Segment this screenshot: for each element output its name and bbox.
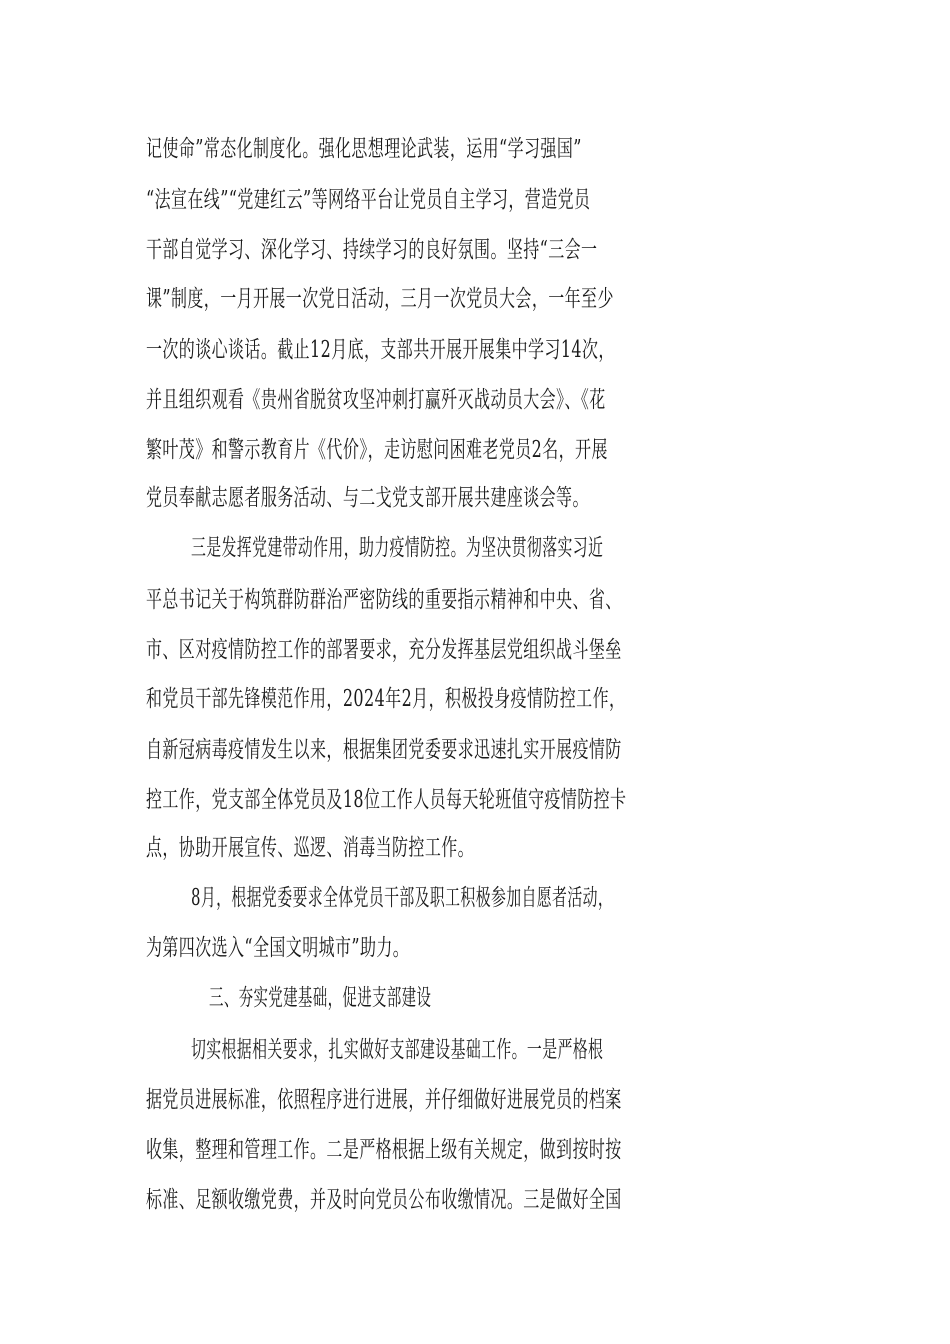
section-heading: 三、夯实党建基础，促进支部建设 xyxy=(209,985,432,1011)
text-line: 课”制度，一月开展一次党日活动，三月一次党员大会，一年至少 xyxy=(146,286,614,312)
text-line: 控工作，党支部全体党员及18位工作人员每天轮班值守疫情防控卡 xyxy=(146,787,627,813)
text-line: 8月，根据党委要求全体党员干部及职工积极参加自愿者活动， xyxy=(191,885,614,911)
text-line: 记使命”常态化制度化。强化思想理论武装，运用“学习强国” xyxy=(146,136,582,162)
text-line: 党员奉献志愿者服务活动、与二戈党支部开展共建座谈会等。 xyxy=(146,485,589,511)
text-line: 为第四次选入“全国文明城市”助力。 xyxy=(146,935,410,961)
text-line: 市、区对疫情防控工作的部署要求，充分发挥基层党组织战斗堡垒 xyxy=(146,637,622,663)
text-line: “法宣在线”“党建红云”等网络平台让党员自主学习，营造党员 xyxy=(146,187,591,213)
text-line: 收集，整理和管理工作。二是严格根据上级有关规定，做到按时按 xyxy=(146,1137,622,1163)
text-line: 三是发挥党建带动作用，助力疫情防控。为坚决贯彻落实习近 xyxy=(191,535,604,561)
text-line: 标准、足额收缴党费，并及时向党员公布收缴情况。三是做好全国 xyxy=(146,1187,622,1213)
text-line: 平总书记关于构筑群防群治严密防线的重要指示精神和中央、省、 xyxy=(146,587,622,613)
text-line: 一次的谈心谈话。截止12月底，支部共开展开展集中学习14次， xyxy=(146,337,615,363)
text-line: 切实根据相关要求，扎实做好支部建设基础工作。一是严格根 xyxy=(191,1037,604,1063)
text-line: 据党员进展标准，依照程序进行进展，并仔细做好进展党员的档案 xyxy=(146,1087,622,1113)
text-line: 点，协助开展宣传、巡逻、消毒当防控工作。 xyxy=(146,835,475,861)
text-line: 干部自觉学习、深化学习、持续学习的良好氛围。坚持“三会一 xyxy=(146,237,598,263)
text-line: 和党员干部先锋模范作用，2024年2月，积极投身疫情防控工作， xyxy=(146,686,626,712)
text-line: 自新冠病毒疫情发生以来，根据集团党委要求迅速扎实开展疫情防 xyxy=(146,737,622,763)
text-line: 繁叶茂》和警示教育片《代价》，走访慰问困难老党员2名，开展 xyxy=(146,437,608,463)
text-line: 并且组织观看《贵州省脱贫攻坚冲刺打赢歼灭战动员大会》、《花 xyxy=(146,387,606,413)
